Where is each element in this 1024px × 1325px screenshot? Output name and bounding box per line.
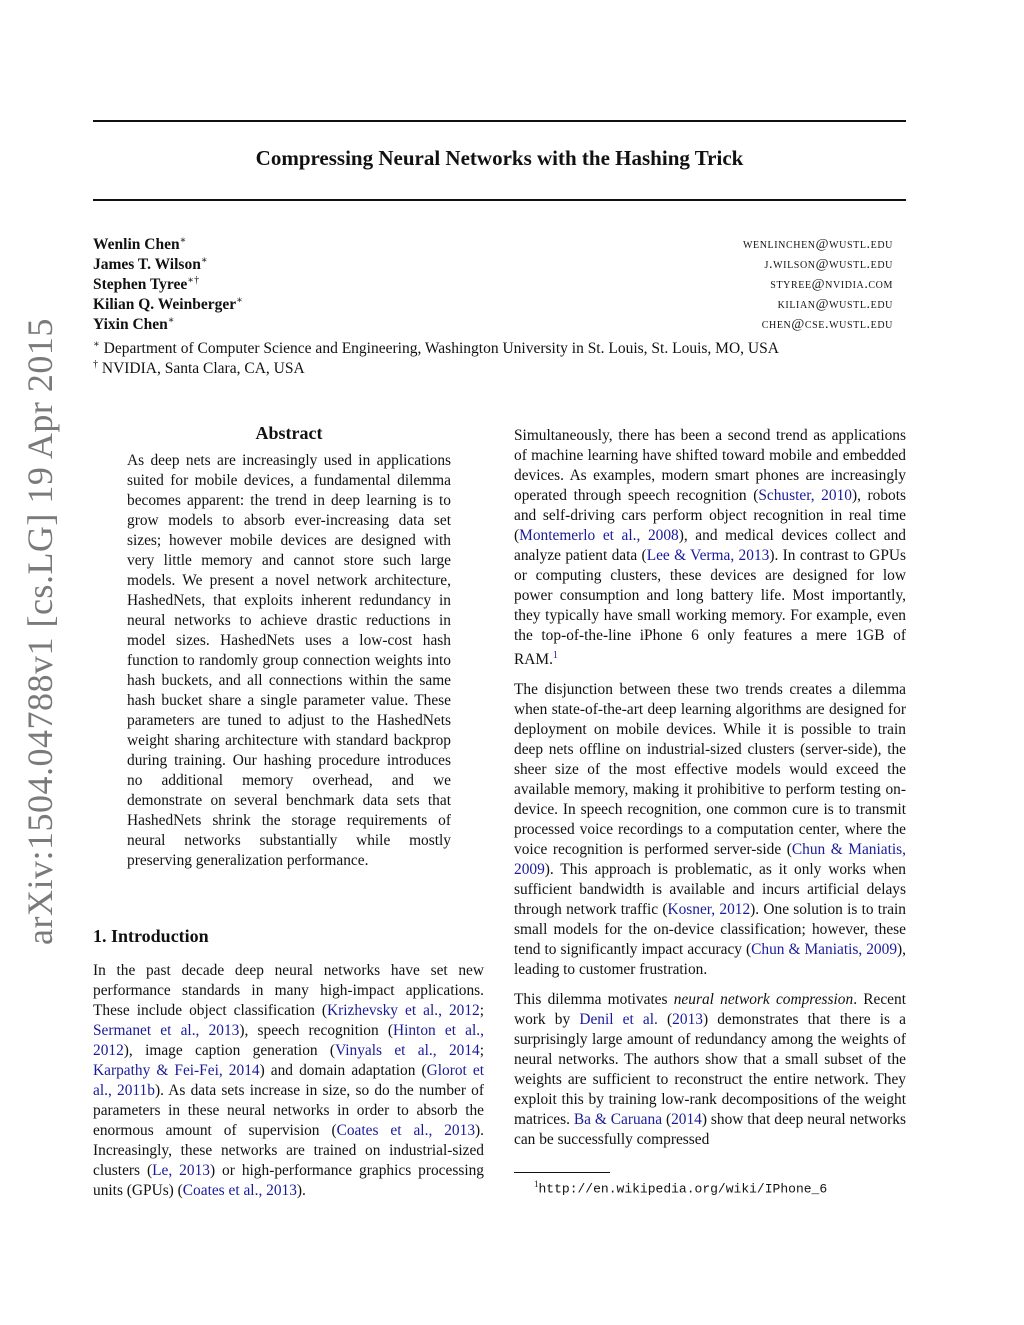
author-name: James T. Wilson∗ bbox=[93, 255, 208, 274]
author-name: Wenlin Chen∗ bbox=[93, 235, 187, 254]
author-email[interactable]: j.wilson@wustl.edu bbox=[764, 257, 893, 272]
citation-link[interactable]: 2014 bbox=[671, 1111, 702, 1129]
citation-link[interactable]: Denil et al. bbox=[579, 1011, 658, 1029]
citation-link[interactable]: Coates et al., 2013 bbox=[182, 1182, 297, 1199]
citation-link[interactable]: Ba & Caruana bbox=[573, 1111, 663, 1129]
citation-link[interactable]: Kosner, 2012 bbox=[667, 901, 751, 919]
citation-link[interactable]: Le, 2013 bbox=[152, 1162, 210, 1179]
citation-link[interactable]: Chun & Maniatis, 2009 bbox=[751, 941, 898, 959]
author-email[interactable]: wenlinchen@wustl.edu bbox=[742, 237, 893, 252]
author-name: Yixin Chen∗ bbox=[93, 315, 175, 334]
footnote-rule bbox=[514, 1172, 610, 1173]
intro-paragraph: In the past decade deep neural networks have set new performance standards in many high-impact applications. These include object classification (Krizhevsky et al., 2012; Sermanet et al., 2013), speech recognition (Hinton et al., 2012), image caption generation (Vinyals et al., 2014; Karpathy & Fei-Fei, 2014) and domain adaptation (Glorot et al., 2011b). As data sets increase in size, so do the number of parameters in these neural networks in order to absorb the enormous amount of supervision (Coates et al., 2013). Increasingly, these networks are trained on industrial-sized clusters (Le, 2013) or high-performance graphics processing units (GPUs) (Coates et al., 2013). bbox=[93, 962, 485, 1199]
arxiv-stamp: arXiv:1504.04788v1 [cs.LG] 19 Apr 2015 bbox=[20, 318, 60, 945]
citation-link[interactable]: Karpathy & Fei-Fei, 2014 bbox=[93, 1062, 260, 1079]
citation-link[interactable]: Glorot et al., 2011b bbox=[93, 1062, 485, 1099]
author-row bbox=[93, 255, 893, 275]
citation-link[interactable]: 2013 bbox=[672, 1011, 703, 1029]
citation-link[interactable]: Hinton et al., 2012 bbox=[93, 1022, 484, 1059]
citation-link[interactable]: Schuster, 2010 bbox=[758, 487, 852, 504]
footnote-url[interactable]: http://en.wikipedia.org/wiki/IPhone_6 bbox=[538, 1181, 828, 1197]
footnote-marker[interactable]: 1 bbox=[552, 650, 558, 661]
author-row bbox=[93, 235, 893, 255]
author-name: Kilian Q. Weinberger∗ bbox=[93, 295, 243, 314]
author-row bbox=[93, 295, 893, 315]
author-email[interactable]: chen@cse.wustl.edu bbox=[761, 317, 893, 332]
title-rule-bottom bbox=[93, 199, 906, 201]
paragraph: The disjunction between these two trends creates a dilemma when state-of-the-art deep learning algorithms are designed for deployment on mobile devices. While it is possible to train deep nets offline on industrial-sized clusters (server-side), the sheer size of the most effective models would exceed the available memory, making it prohibitive to perform testing on-device. In speech recognition, one common cure is to transmit processed voice recordings to a computation center, where the voice recognition is performed server-side (Chun & Maniatis, 2009). This approach is problematic, as it only works when sufficient bandwidth is available and incurs artificial delays through network traffic (Kosner, 2012). One solution is to train small models for the on-device classification; however, these tend to significantly impact accuracy (Chun & Maniatis, 2009), leading to customer frustration. bbox=[514, 681, 906, 979]
section-heading: 1. Introduction bbox=[93, 926, 209, 946]
citation-link[interactable]: Krizhevsky et al., 2012 bbox=[327, 1002, 480, 1019]
right-column bbox=[514, 426, 906, 1160]
author-name: Stephen Tyree∗† bbox=[93, 275, 200, 294]
affiliation: ∗ Department of Computer Science and Engineering, Washington University in St. Louis, St. Louis, MO, USA bbox=[93, 339, 779, 358]
abstract-heading: Abstract bbox=[255, 423, 323, 443]
footnote: $^1$http://en.wikipedia.org/wiki/IPhone_6 bbox=[534, 1179, 828, 1197]
affiliation: † NVIDIA, Santa Clara, CA, USA bbox=[93, 359, 305, 378]
citation-link[interactable]: Chun & Maniatis, 2009 bbox=[514, 841, 906, 879]
title-rule-top bbox=[93, 120, 906, 122]
citation-link[interactable]: Sermanet et al., 2013 bbox=[93, 1022, 240, 1039]
author-row bbox=[93, 275, 893, 295]
author-row bbox=[93, 315, 893, 335]
author-email[interactable]: styree@nvidia.com bbox=[770, 277, 893, 292]
author-email[interactable]: kilian@wustl.edu bbox=[777, 297, 893, 312]
paper-title: Compressing Neural Networks with the Hashing Trick bbox=[255, 146, 744, 170]
citation-link[interactable]: Coates et al., 2013 bbox=[336, 1122, 476, 1139]
citation-link[interactable]: Vinyals et al., 2014 bbox=[335, 1042, 480, 1059]
abstract-body: As deep nets are increasingly used in applications suited for mobile devices, a fundamental dilemma becomes apparent: the trend in deep learning is to grow models to absorb ever-increasing data set sizes; however mobile devices are designed with very little memory and cannot store such large models. We present a novel network architecture, HashedNets, that exploits inherent redundancy in neural networks to achieve drastic reductions in model sizes. HashedNets uses a low-cost hash function to randomly group connection weights into hash buckets, and all connections within the same hash bucket share a single parameter value. These parameters are tuned to adjust to the HashedNets weight sharing architecture with standard backprop during training. Our hashing procedure introduces no additional memory overhead, and we demonstrate on several benchmark data sets that HashedNets shrink the storage requirements of neural networks substantially while mostly preserving generalization performance. bbox=[127, 452, 451, 869]
citation-link[interactable]: Montemerlo et al., 2008 bbox=[519, 527, 679, 544]
paragraph: This dilemma motivates neural network compression. Recent work by Denil et al. (2013) demonstrates that there is a surprisingly large amount of redundancy among the weights of neural networks. The authors show that a small subset of the weights are sufficient to reconstruct the entire network. They exploit this by training low-rank decompositions of the weight matrices. Ba & Caruana (2014) show that deep neural networks can be successfully compressed bbox=[514, 991, 906, 1149]
paragraph: Simultaneously, there has been a second trend as applications of machine learning have shifted toward mobile and embedded devices. As examples, modern smart phones are increasingly operated through speech recognition (Schuster, 2010), robots and self-driving cars perform object recognition in real time (Montemerlo et al., 2008), and medical devices collect and analyze patient data (Lee & Verma, 2013). In contrast to GPUs or computing clusters, these devices are designed for low power consumption and long battery life. Most importantly, they typically have small working memory. For example, even the top-of-the-line iPhone 6 only features a mere 1GB of RAM.$^1$ bbox=[514, 427, 906, 669]
citation-link[interactable]: Lee & Verma, 2013 bbox=[646, 547, 770, 564]
